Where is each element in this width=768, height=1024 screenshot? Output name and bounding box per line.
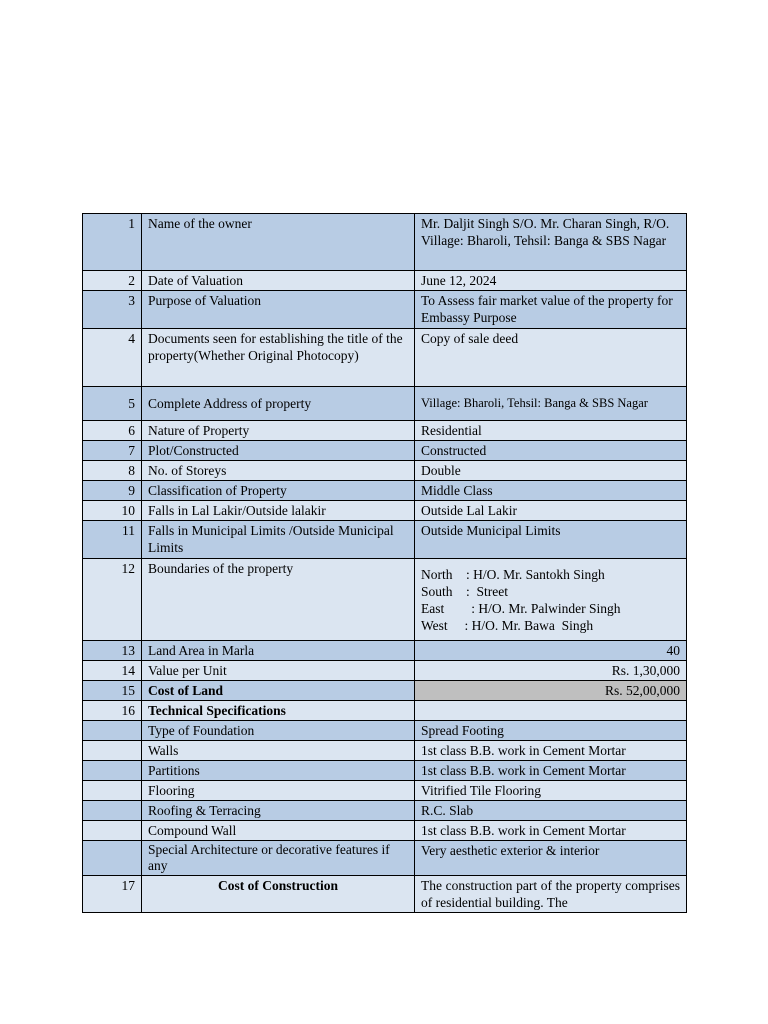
row-value: To Assess fair market value of the property for Embassy Purpose — [415, 291, 687, 329]
row-label: Complete Address of property — [142, 387, 415, 421]
row-value: Constructed — [415, 441, 687, 461]
table-row — [83, 461, 687, 481]
row-label: Name of the owner — [142, 214, 415, 271]
row-label: Value per Unit — [142, 661, 415, 681]
row-value: Middle Class — [415, 481, 687, 501]
row-label: Type of Foundation — [142, 721, 415, 741]
row-label: No. of Storeys — [142, 461, 415, 481]
row-number: 6 — [83, 421, 142, 441]
row-number: 14 — [83, 661, 142, 681]
row-value: Spread Footing — [415, 721, 687, 741]
row-value: Vitrified Tile Flooring — [415, 781, 687, 801]
table-row — [83, 329, 687, 387]
row-value: Double — [415, 461, 687, 481]
row-value: Rs. 1,30,000 — [415, 661, 687, 681]
row-label: Purpose of Valuation — [142, 291, 415, 329]
table-row — [83, 801, 687, 821]
row-label: Partitions — [142, 761, 415, 781]
boundary-south: South : Street — [421, 584, 508, 599]
row-number: 3 — [83, 291, 142, 329]
row-value: Outside Municipal Limits — [415, 521, 687, 559]
row-number: 13 — [83, 641, 142, 661]
row-number: 15 — [83, 681, 142, 701]
row-number — [83, 801, 142, 821]
row-number: 5 — [83, 387, 142, 421]
table-row — [83, 387, 687, 421]
table-row — [83, 291, 687, 329]
row-label: Cost of Construction — [142, 876, 415, 913]
table-row — [83, 721, 687, 741]
row-number: 2 — [83, 271, 142, 291]
row-number — [83, 781, 142, 801]
row-label: Classification of Property — [142, 481, 415, 501]
row-label: Falls in Municipal Limits /Outside Municipal Limits — [142, 521, 415, 559]
row-value: 1st class B.B. work in Cement Mortar — [415, 821, 687, 841]
row-label: Boundaries of the property — [142, 559, 415, 641]
row-value: Copy of sale deed — [415, 329, 687, 387]
row-number — [83, 721, 142, 741]
row-number: 9 — [83, 481, 142, 501]
table-row — [83, 421, 687, 441]
table-row — [83, 441, 687, 461]
row-value: Residential — [415, 421, 687, 441]
row-label: Nature of Property — [142, 421, 415, 441]
row-number: 7 — [83, 441, 142, 461]
row-number: 12 — [83, 559, 142, 641]
boundaries-list — [421, 560, 680, 634]
row-value: June 12, 2024 — [415, 271, 687, 291]
row-value: Mr. Daljit Singh S/O. Mr. Charan Singh, R/O. Village: Bharoli, Tehsil: Banga & SBS Nagar — [415, 214, 687, 271]
table-row — [83, 521, 687, 559]
table-row — [83, 661, 687, 681]
row-label: Cost of Land — [142, 681, 415, 701]
row-number: 4 — [83, 329, 142, 387]
table-row — [83, 641, 687, 661]
row-label: Plot/Constructed — [142, 441, 415, 461]
table-row — [83, 761, 687, 781]
row-number: 8 — [83, 461, 142, 481]
row-value: 1st class B.B. work in Cement Mortar — [415, 761, 687, 781]
table-row — [83, 701, 687, 721]
row-label: Special Architecture or decorative features if any — [142, 841, 415, 876]
row-number — [83, 741, 142, 761]
row-number — [83, 841, 142, 876]
row-label: Technical Specifications — [142, 701, 415, 721]
row-value: R.C. Slab — [415, 801, 687, 821]
row-number: 1 — [83, 214, 142, 271]
row-number: 16 — [83, 701, 142, 721]
row-value: Rs. 52,00,000 — [415, 681, 687, 701]
row-label: Falls in Lal Lakir/Outside lalakir — [142, 501, 415, 521]
table-row — [83, 271, 687, 291]
row-number — [83, 821, 142, 841]
row-number — [83, 761, 142, 781]
row-label: Walls — [142, 741, 415, 761]
row-value: 1st class B.B. work in Cement Mortar — [415, 741, 687, 761]
row-value: The construction part of the property comprises of residential building. The — [415, 876, 687, 913]
row-number: 17 — [83, 876, 142, 913]
row-value — [415, 701, 687, 721]
row-label: Documents seen for establishing the title of the property(Whether Original Photocopy) — [142, 329, 415, 387]
row-value: Very aesthetic exterior & interior — [415, 841, 687, 876]
table-row — [83, 741, 687, 761]
row-number: 11 — [83, 521, 142, 559]
table-row — [83, 821, 687, 841]
table-row — [83, 481, 687, 501]
row-value: Outside Lal Lakir — [415, 501, 687, 521]
table-row — [83, 214, 687, 271]
table-row — [83, 501, 687, 521]
table-row — [83, 841, 687, 876]
table-row — [83, 559, 687, 641]
row-label: Land Area in Marla — [142, 641, 415, 661]
row-label: Compound Wall — [142, 821, 415, 841]
table-row — [83, 781, 687, 801]
valuation-table — [82, 213, 687, 913]
boundaries-cell — [415, 559, 687, 641]
table-row — [83, 681, 687, 701]
boundary-west: West : H/O. Mr. Bawa Singh — [421, 618, 594, 633]
table-row — [83, 876, 687, 913]
row-value: 40 — [415, 641, 687, 661]
boundary-north: North : H/O. Mr. Santokh Singh — [421, 567, 605, 582]
row-label: Date of Valuation — [142, 271, 415, 291]
row-value: Village: Bharoli, Tehsil: Banga & SBS Nagar — [415, 387, 687, 421]
row-label: Flooring — [142, 781, 415, 801]
row-label: Roofing & Terracing — [142, 801, 415, 821]
row-number: 10 — [83, 501, 142, 521]
boundary-east: East : H/O. Mr. Palwinder Singh — [421, 601, 621, 616]
